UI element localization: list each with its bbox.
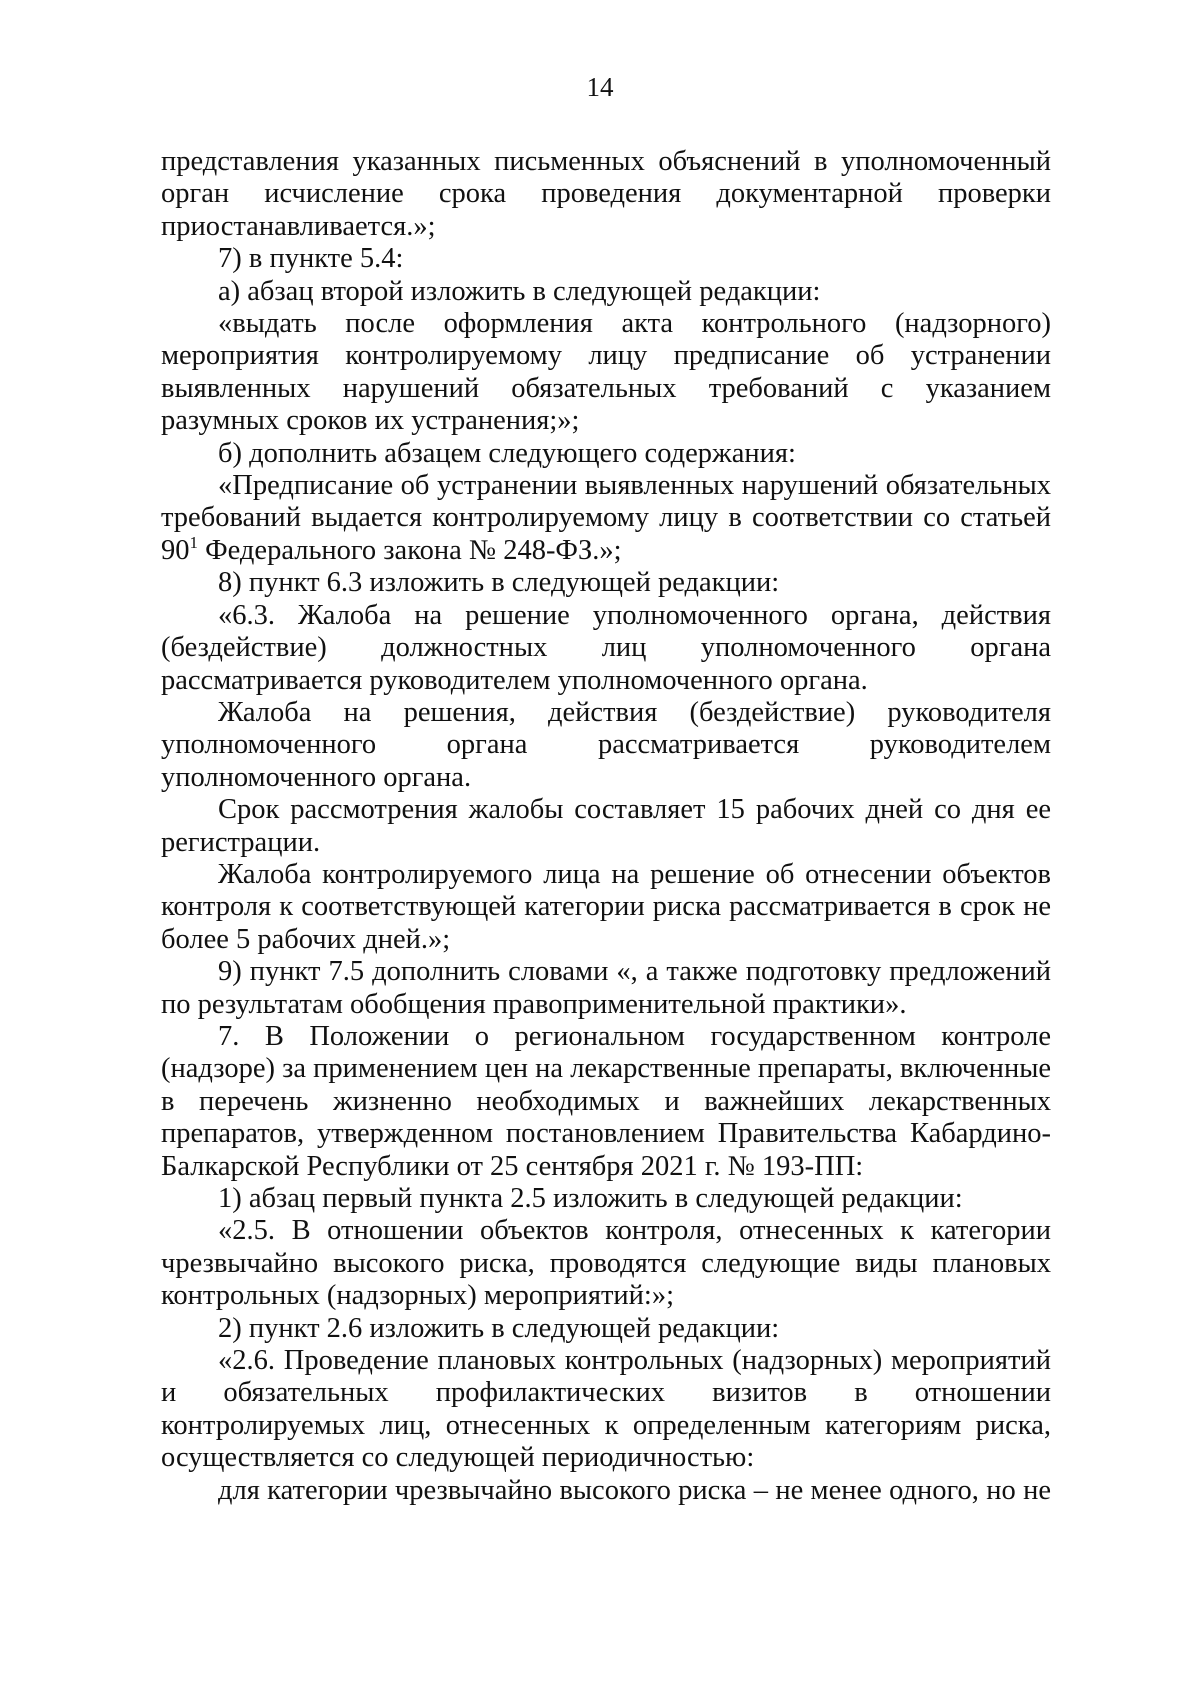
paragraph-subitem-b: б) дополнить абзацем следующего содержания: [218, 437, 796, 469]
superscript: 1 [189, 532, 198, 552]
document-body [161, 146, 1051, 1507]
paragraph-complaint-risk: Жалоба контролируемого лица на решение об отнесении объектов контроля к соответствующей категории риска рассматривается в срок не более 5 рабочих дней.»; [161, 858, 1051, 955]
paragraph-text: Федерального закона № 248-ФЗ.»; [198, 534, 622, 566]
paragraph-item-9: 9) пункт 7.5 дополнить словами «, а также подготовку предложений по результатам обобщения правоприменительной практики». [161, 956, 1051, 1020]
paragraph-complaint-term: Срок рассмотрения жалобы составляет 15 рабочих дней со дня ее регистрации. [161, 794, 1051, 858]
paragraph-complaint-head: Жалоба на решения, действия (бездействие) руководителя уполномоченного органа рассматривается руководителем уполномоченного органа. [161, 696, 1051, 793]
paragraph-item-8: 8) пункт 6.3 изложить в следующей редакции: [218, 567, 780, 599]
page-number: 14 [586, 72, 614, 102]
paragraph-section-7: 7. В Положении о региональном государственном контроле (надзоре) за применением цен на лекарственные препараты, включенные в перечень жизненно необходимых и важнейших лекарственных препаратов, утвержденном постановлением Правительства Кабардино-Балкарской Республики от 25 сентября 2021 г. № 193-ПП: [161, 1020, 1051, 1182]
paragraph-item-2: 2) пункт 2.6 изложить в следующей редакции: [218, 1312, 780, 1344]
paragraph-quote-order-issued [161, 470, 1051, 567]
paragraph-item-1: 1) абзац первый пункта 2.5 изложить в следующей редакции: [218, 1183, 963, 1214]
paragraph-risk-extreme: для категории чрезвычайно высокого риска – не менее одного, но не [218, 1474, 1051, 1506]
paragraph-quote-6-3: «6.3. Жалоба на решение уполномоченного органа, действия (бездействие) должностных лиц уполномоченного органа рассматривается руководителем уполномоченного органа. [161, 599, 1051, 696]
paragraph-item-7: 7) в пункте 5.4: [218, 243, 404, 275]
paragraph-subitem-a: а) абзац второй изложить в следующей редакции: [218, 275, 821, 307]
paragraph-quote-2-5: «2.5. В отношении объектов контроля, отнесенных к категории чрезвычайно высокого риска, проводятся следующие виды плановых контрольных (надзорных) мероприятий:»; [161, 1215, 1051, 1312]
paragraph-quote-2-6: «2.6. Проведение плановых контрольных (надзорных) мероприятий и обязательных профилактических визитов в отношении контролируемых лиц, отнесенных к определенным категориям риска, осуществляется со следующей периодичностью: [161, 1345, 1051, 1474]
paragraph-text: «Предписание об устранении выявленных нарушений обязательных требований выдается контролируемому лицу в соответствии со статьей 90 [161, 470, 1051, 566]
paragraph-continuation: представления указанных письменных объяснений в уполномоченный орган исчисление срока проведения документарной проверки приостанавливается.»; [161, 146, 1051, 242]
paragraph-quote-issue-order: «выдать после оформления акта контрольного (надзорного) мероприятия контролируемому лицу предписание об устранении выявленных нарушений обязательных требований с указанием разумных сроков их устранения;»; [161, 308, 1051, 437]
